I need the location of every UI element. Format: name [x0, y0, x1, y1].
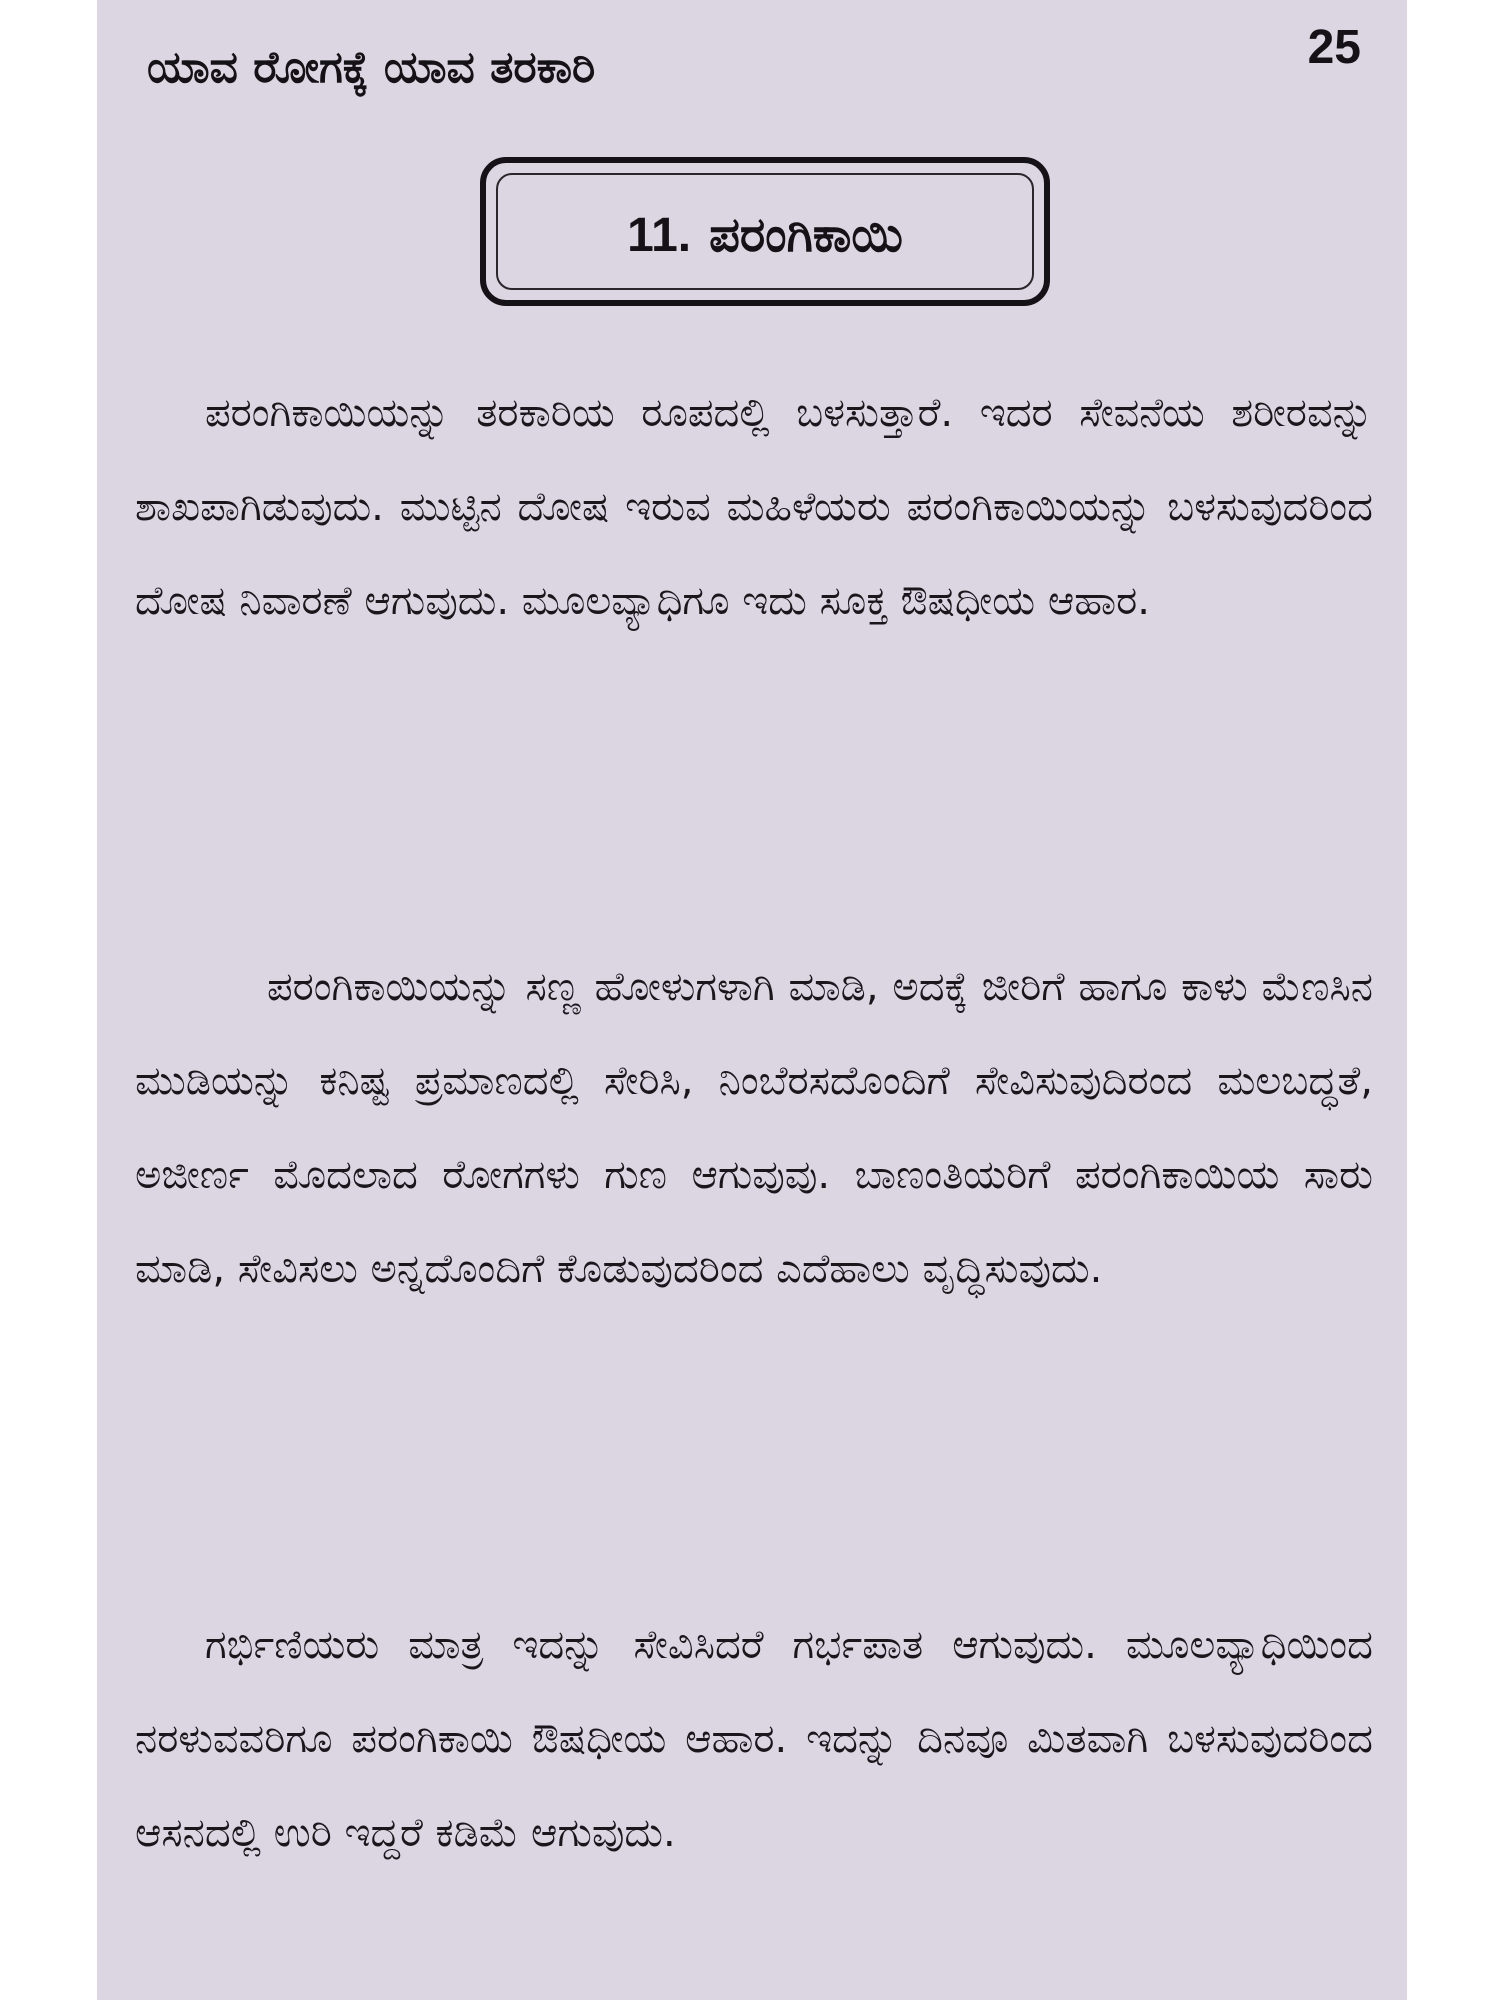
chapter-title: ಪರಂಗಿಕಾಯಿ	[709, 207, 903, 263]
chapter-number: 11.	[627, 209, 692, 262]
paragraph-3: ಗರ್ಭಿಣಿಯರು ಮಾತ್ರ ಇದನ್ನು ಸೇವಿಸಿದರೆ ಗರ್ಭಪಾತ ಆಗುವುದು. ಮೂಲವ್ಯಾಧಿಯಿಂದ ನರಳುವವರಿಗೂ ಪರಂಗಿಕಾಯಿ ಔಷಧೀಯ ಆಹಾರ. ಇದನ್ನು ದಿನವೂ ಮಿತವಾಗಿ ಬಳಸುವುದರಿಂದ ಆಸನದಲ್ಲಿ ಉರಿ ಇದ್ದರೆ ಕಡಿಮೆ ಆಗುವುದು.	[135, 1622, 1373, 1856]
page-number: 25	[1307, 21, 1361, 74]
chapter-title-box	[480, 157, 1050, 306]
paragraph-1: ಪರಂಗಿಕಾಯಿಯನ್ನು ತರಕಾರಿಯ ರೂಪದಲ್ಲಿ ಬಳಸುತ್ತಾರೆ. ಇದರ ಸೇವನೆಯ ಶರೀರವನ್ನು ಶಾಖಪಾಗಿಡುವುದು. ಮುಟ್ಟಿನ ದೋಷ ಇರುವ ಮಹಿಳೆಯರು ಪರಂಗಿಕಾಯಿಯನ್ನು ಬಳಸುವುದರಿಂದ ದೋಷ ನಿವಾರಣೆ ಆಗುವುದು. ಮೂಲವ್ಯಾಧಿಗೂ ಇದು ಸೂಕ್ತ ಔಷಧೀಯ ಆಹಾರ.	[135, 390, 1373, 624]
running-header-title: ಯಾವ ರೋಗಕ್ಕೆ ಯಾವ ತರಕಾರಿ	[147, 42, 596, 93]
book-page	[97, 0, 1407, 2000]
chapter-heading	[486, 207, 1044, 264]
paragraph-2: ಪರಂಗಿಕಾಯಿಯನ್ನು ಸಣ್ಣ ಹೋಳುಗಳಾಗಿ ಮಾಡಿ, ಅದಕ್ಕೆ ಜೀರಿಗೆ ಹಾಗೂ ಕಾಳು ಮೆಣಸಿನ ಮುಡಿಯನ್ನು ಕನಿಷ್ಟ ಪ್ರಮಾಣದಲ್ಲಿ ಸೇರಿಸಿ, ನಿಂಬೆರಸದೊಂದಿಗೆ ಸೇವಿಸುವುದಿರಂದ ಮಲಬದ್ಧತೆ, ಅಜೀರ್ಣ ಮೊದಲಾದ ರೋಗಗಳು ಗುಣ ಆಗುವುವು. ಬಾಣಂತಿಯರಿಗೆ ಪರಂಗಿಕಾಯಿಯ ಸಾರು ಮಾಡಿ, ಸೇವಿಸಲು ಅನ್ನದೊಂದಿಗೆ ಕೊಡುವುದರಿಂದ ಎದೆಹಾಲು ವೃದ್ಧಿಸುವುದು.	[135, 964, 1373, 1292]
